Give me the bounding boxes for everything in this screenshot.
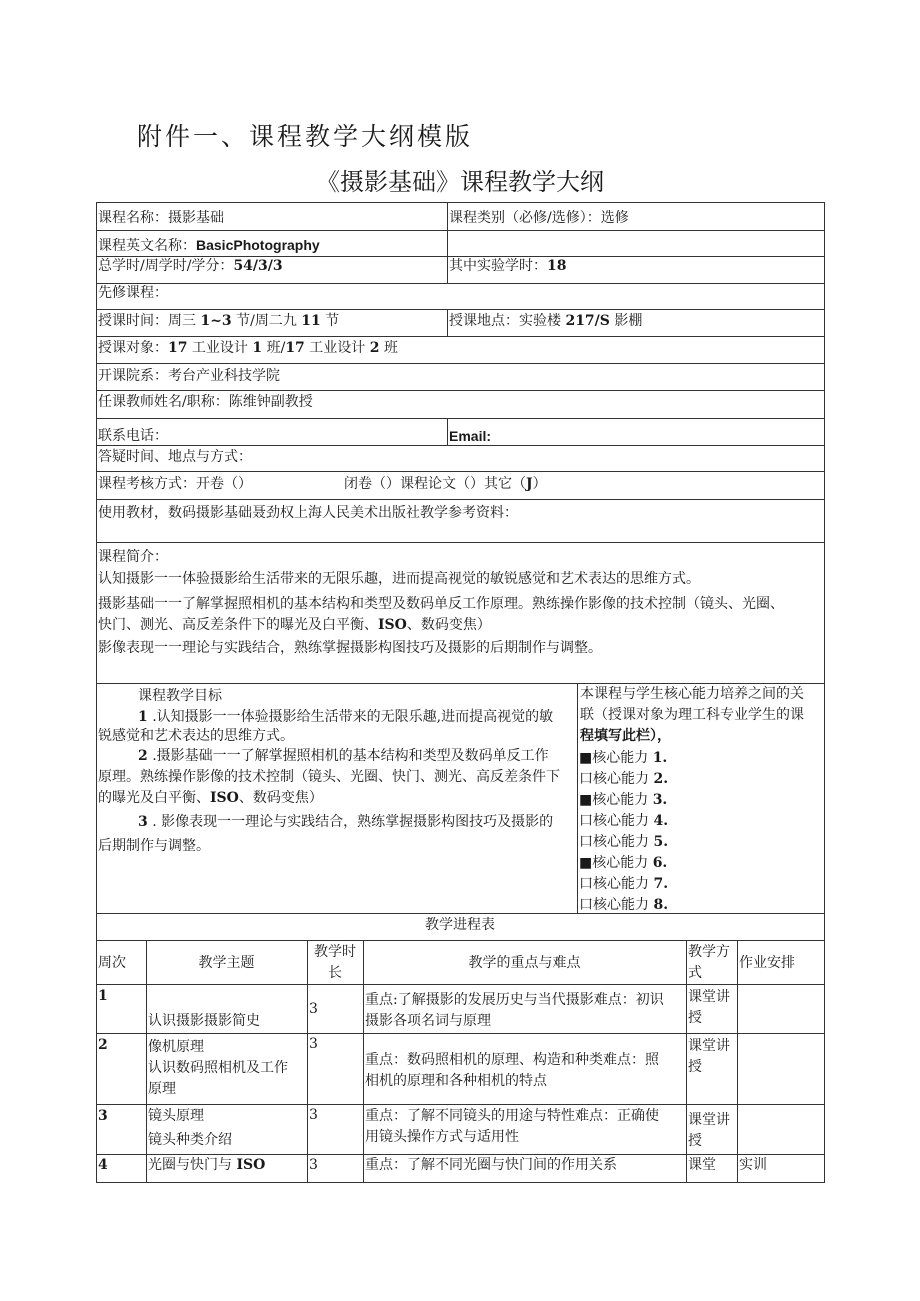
class-place: [449, 311, 642, 332]
row-focus-line: 重点:了解摄影的发展历史与当代摄影难点：初识: [365, 992, 664, 1008]
lab-hours-value: 18: [547, 258, 567, 274]
class-place-part: 影棚: [609, 313, 643, 329]
row-divider: [96, 940, 824, 941]
col-divider: [146, 940, 147, 1182]
row-hours: 3: [309, 1157, 318, 1173]
row-topic-text: ISO: [236, 1157, 266, 1173]
objectives-heading: 课程教学目标: [138, 688, 222, 704]
row-method-line: 授: [688, 1010, 702, 1026]
competency-item: [579, 832, 668, 853]
english-name-label: 课程英文名称：: [98, 238, 196, 254]
phone-label: 联系电话：: [98, 428, 168, 444]
row-focus-line: 摄影各项名词与原理: [365, 1013, 491, 1029]
competency-number: 7.: [653, 876, 669, 892]
header-week: 周次: [98, 955, 126, 971]
qa-info: 答疑时间、地点与方式：: [98, 449, 252, 465]
objective-text: 的曝光及白平衡、: [98, 790, 210, 806]
unchecked-box-icon: 口: [579, 876, 593, 892]
row-divider: [96, 1033, 824, 1034]
intro-line: 认知摄影一一体验摄影给生活带来的无限乐趣，进而提高视觉的敏锐感觉和艺术表达的思维方式。: [98, 571, 700, 587]
competency-label: 核心能力: [593, 897, 654, 913]
class-time-part: 节/周二九: [231, 313, 302, 329]
competency-intro: 联（授课对象为理工科专业学生的课: [580, 707, 804, 723]
credit-hours-value: 54/3/3: [233, 258, 283, 274]
competency-number: 1.: [652, 750, 668, 766]
objective-number: 2: [138, 748, 148, 764]
competency-intro: 程填写此栏），: [580, 728, 671, 744]
intro-part: 快门、测光、高反差条件下的曝光及白平衡、: [98, 617, 378, 633]
audience-part: 1: [252, 340, 263, 356]
row-topic: 认识摄影摄影简史: [148, 1013, 260, 1029]
intro-heading: 课程简介：: [98, 549, 168, 565]
unchecked-box-icon: 口: [579, 834, 593, 850]
row-topic-line: 认识数码照相机及工作: [148, 1060, 288, 1076]
row-focus-line: 重点：数码照相机的原理、构造和种类难点：照: [365, 1052, 659, 1068]
competency-number: 5.: [653, 834, 669, 850]
row-divider: [96, 336, 824, 337]
intro-line: 摄影基础一一了解掌握照相机的基本结构和类型及数码单反工作原理。熟练操作影像的技术控制（镜头、光圈、: [98, 596, 784, 612]
objective-line: 原理。熟练操作影像的技术控制（镜头、光圈、快门、测光、高反差条件下: [98, 769, 560, 785]
syllabus-title: 《摄影基础》课程教学大纲: [316, 168, 604, 196]
header-method: [688, 942, 730, 984]
row-week: 2: [98, 1037, 108, 1053]
row-topic-line: 原理: [148, 1081, 176, 1097]
row-divider: [96, 418, 824, 419]
audience: [98, 338, 398, 359]
row-method-line: 课堂讲: [688, 1112, 730, 1128]
credit-hours: [98, 256, 283, 277]
row-topic-text: 光圈与快门与: [148, 1157, 237, 1173]
competency-item: [579, 748, 667, 769]
objective-line: 锐感觉和艺术表达的思维方式。: [98, 728, 294, 744]
row-method-line: 授: [688, 1059, 702, 1075]
class-time-part: 1~3: [200, 313, 232, 329]
header-hours: [307, 942, 363, 984]
row-divider: [96, 1104, 824, 1105]
table-border-right: [824, 202, 825, 1183]
competency-item: [579, 769, 668, 790]
table-border-left: [96, 202, 97, 1183]
course-name: 课程名称：摄影基础: [98, 210, 224, 226]
competency-number: 8.: [653, 897, 669, 913]
col-divider: [363, 940, 364, 1182]
credit-hours-label: 总学时/周学时/学分：: [98, 258, 234, 274]
lab-hours: [449, 256, 566, 277]
competency-label: 核心能力: [593, 813, 654, 829]
row-divider: [96, 230, 824, 231]
audience-part: 授课对象：: [98, 340, 168, 356]
intro-part: 、数码变焦）: [406, 617, 491, 633]
intro-line: 影像表现一一理论与实践结合，熟练掌握摄影构图技巧及摄影的后期制作与调整。: [98, 640, 602, 656]
row-focus: [365, 1106, 659, 1148]
row-topic-line: 像机原理: [148, 1039, 204, 1055]
competency-label: 核心能力: [593, 876, 654, 892]
row-focus: [365, 990, 664, 1032]
header-method-line: 教学方: [688, 944, 730, 960]
competency-label: 核心能力: [592, 792, 653, 808]
row-focus-line: 相机的原理和各种相机的特点: [365, 1073, 547, 1089]
competency-number: 3.: [652, 792, 668, 808]
audience-part: 班/: [262, 340, 286, 356]
row-method: 课堂: [688, 1157, 716, 1173]
objective-text: .摄影基础一一了解掌握照相机的基本结构和类型及数码单反工作: [147, 748, 549, 764]
competency-item: [579, 895, 668, 916]
audience-part: 17: [285, 340, 305, 356]
checked-box-icon: ■: [579, 855, 593, 871]
attachment-title: 附件一、课程教学大纲模版: [137, 122, 474, 151]
audience-part: 17: [168, 340, 188, 356]
teacher: 任课教师姓名/职称：陈维钟副教授: [98, 394, 313, 410]
class-place-part: 217/S: [565, 313, 610, 329]
row-week: 4: [98, 1157, 108, 1173]
competency-item: [579, 790, 667, 811]
class-place-part: 授课地点：实验楼: [449, 313, 566, 329]
audience-part: 工业设计: [187, 340, 253, 356]
exam-method-part: 闭卷（）课程论文（）其它（: [344, 476, 526, 492]
row-divider: [96, 363, 824, 364]
row-hours: 3: [309, 1036, 318, 1052]
textbook: 使用教材，数码摄影基础聂劲权上海人民美术出版社教学参考资料：: [98, 505, 518, 521]
audience-part: 班: [379, 340, 398, 356]
intro-part: ISO: [378, 617, 407, 633]
row-topic: [148, 1106, 232, 1151]
row-focus: 重点：了解不同光圈与快门间的作用关系: [365, 1157, 617, 1173]
row-method: [688, 1036, 730, 1078]
col-divider: [447, 202, 448, 283]
col-divider: [686, 940, 687, 1182]
row-divider: [96, 913, 824, 914]
row-focus: [365, 1050, 659, 1092]
row-divider: [96, 283, 824, 284]
row-divider: [96, 984, 824, 985]
row-method-line: 课堂讲: [688, 989, 730, 1005]
course-type: 课程类别（必修/选修）：选修: [449, 210, 629, 226]
row-divider: [96, 542, 824, 543]
objective-line: [138, 746, 549, 767]
row-method-line: 课堂讲: [688, 1038, 730, 1054]
competency-label: 核心能力: [593, 834, 654, 850]
competency-item: [579, 874, 668, 895]
header-hours-line: 教学时: [314, 944, 356, 960]
competency-label: 核心能力: [592, 855, 653, 871]
competency-number: 2.: [653, 771, 669, 787]
table-border-top: [96, 202, 824, 203]
audience-part: 工业设计: [304, 340, 370, 356]
checked-box-icon: ■: [579, 792, 593, 808]
objective-number: 1: [138, 709, 148, 725]
unchecked-box-icon: 口: [579, 897, 593, 913]
lab-hours-label: 其中实验学时：: [449, 258, 547, 274]
objective-text: 、数码变焦）: [238, 790, 323, 806]
row-divider: [96, 471, 824, 472]
class-time-part: 节: [320, 313, 340, 329]
exam-method-other: [344, 474, 547, 495]
col-divider: [447, 309, 448, 336]
objective-line: [138, 812, 553, 833]
row-hours: 3: [309, 1001, 318, 1017]
table-border-bottom: [96, 1182, 824, 1183]
competency-intro: 本课程与学生核心能力培养之间的关: [580, 686, 804, 702]
competency-number: 4.: [653, 813, 669, 829]
audience-part: 2: [369, 340, 380, 356]
competency-label: 核心能力: [593, 771, 654, 787]
objective-text: ISO: [210, 790, 239, 806]
objective-number: 3: [138, 814, 148, 830]
exam-method-open: 课程考核方式：开卷（）: [98, 476, 252, 492]
unchecked-box-icon: 口: [579, 771, 593, 787]
english-name-value: BasicPhotography: [196, 237, 320, 253]
department: 开课院系：考台产业科技学院: [98, 368, 280, 384]
class-time-part: 授课时间：周三: [98, 313, 201, 329]
header-method-line: 式: [688, 965, 702, 981]
intro-line: [98, 615, 491, 636]
header-focus: 教学的重点与难点: [468, 955, 581, 971]
objective-line: 后期制作与调整。: [98, 838, 210, 854]
competency-item: [579, 853, 667, 874]
row-topic-line: 镜头种类介绍: [148, 1132, 232, 1148]
schedule-title: 教学进程表: [425, 917, 495, 933]
objective-text: . 影像表现一一理论与实践结合，熟练掌握摄影构图技巧及摄影的: [147, 814, 554, 830]
competency-label: 核心能力: [592, 750, 653, 766]
row-method-line: 授: [688, 1133, 702, 1149]
unchecked-box-icon: 口: [579, 813, 593, 829]
objective-text: .认知摄影一一体验摄影给生活带来的无限乐趣,进而提高视觉的敏: [147, 709, 554, 725]
row-focus-line: 用镜头操作方式与适用性: [365, 1129, 519, 1145]
row-week: 3: [98, 1108, 108, 1124]
header-hours-line: 长: [328, 965, 342, 981]
prerequisite: 先修课程：: [98, 285, 168, 301]
row-divider: [96, 499, 824, 500]
competency-item: [579, 811, 668, 832]
exam-method-part: ）: [532, 476, 547, 492]
row-homework: 实训: [739, 1157, 767, 1173]
col-divider: [737, 940, 738, 1182]
row-topic: [148, 1155, 265, 1176]
col-divider: [447, 418, 448, 445]
row-topic-line: 镜头原理: [148, 1108, 204, 1124]
row-week: 1: [98, 988, 108, 1004]
english-name: [98, 235, 320, 257]
row-divider: [96, 309, 824, 310]
email-label: Email:: [449, 428, 492, 444]
competency-number: 6.: [652, 855, 668, 871]
objective-line: [98, 788, 323, 809]
class-time-part: 11: [301, 313, 321, 329]
header-homework: 作业安排: [739, 955, 795, 971]
col-divider: [577, 683, 578, 913]
checked-box-icon: ■: [579, 750, 593, 766]
exam-method-mark: J: [526, 476, 533, 492]
row-focus-line: 重点：了解不同镜头的用途与特性难点：正确使: [365, 1108, 659, 1124]
row-method: [688, 1110, 730, 1152]
row-method: [688, 987, 730, 1029]
row-divider: [96, 390, 824, 391]
row-topic: [148, 1037, 288, 1100]
class-time: [98, 311, 339, 332]
objective-line: [138, 707, 553, 728]
header-topic: 教学主题: [198, 955, 255, 971]
row-hours: 3: [309, 1107, 318, 1123]
